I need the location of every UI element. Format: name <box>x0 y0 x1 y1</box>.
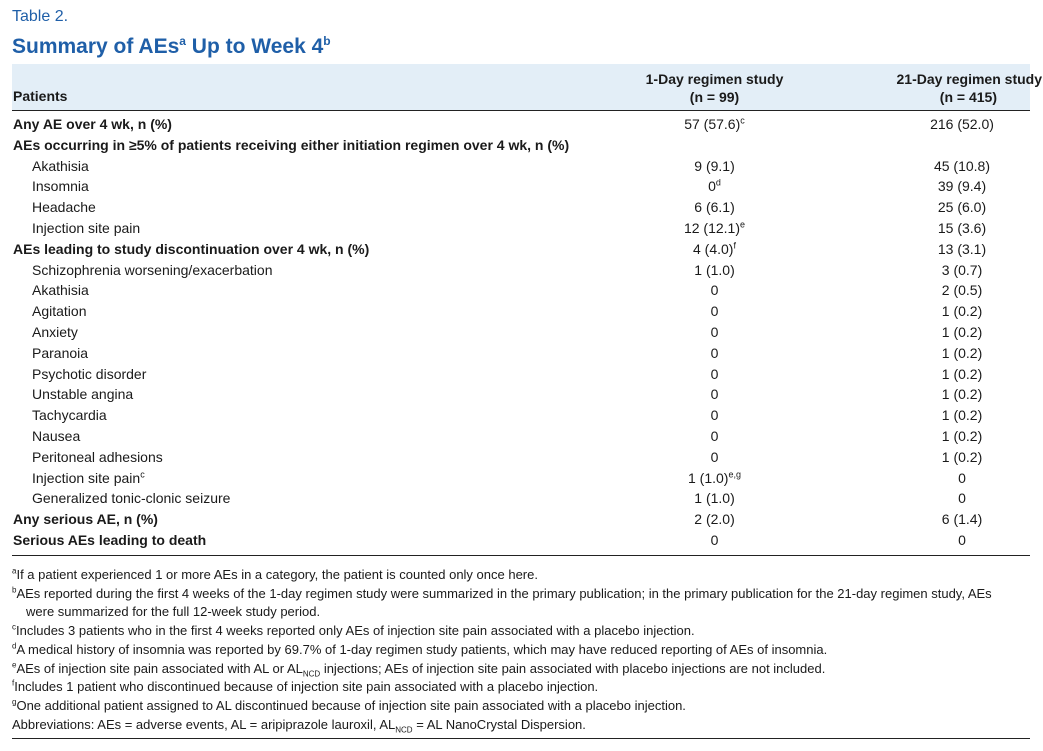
cell-21-day-regimen: 2 (0.5) <box>941 282 983 299</box>
cell-21-day-regimen: 45 (10.8) <box>933 157 991 174</box>
cell-21-day-regimen: 1 (0.2) <box>941 344 983 361</box>
row-label: Serious AEs leading to death <box>13 531 207 548</box>
cell-1-day-regimen: 0 <box>710 531 719 548</box>
footnote-b-continued: were summarized for the full 12-week study period. <box>26 604 321 620</box>
cell-1-day-regimen: 9 (9.1) <box>694 157 735 174</box>
table-row <box>12 426 1030 447</box>
cell-1-day-regimen: 1 (1.0) <box>694 261 735 278</box>
table-row <box>12 301 1030 322</box>
cell-1-day-regimen: 2 (2.0) <box>694 511 735 528</box>
row-label: AEs occurring in ≥5% of patients receiving either initiation regimen over 4 wk, n (%) <box>13 136 570 153</box>
table-row <box>12 280 1030 301</box>
header-1-day-regimen: 1-Day regimen study (n = 99) <box>645 71 784 105</box>
row-label: Injection site pain$^c$ <box>32 468 145 486</box>
cell-1-day-regimen: 4 $(4.0)^f$ <box>693 240 736 257</box>
cell-1-day-regimen: 0 <box>710 407 719 424</box>
row-label: Tachycardia <box>32 407 107 424</box>
table-row <box>12 135 1030 156</box>
footnote-a: $^a$If a patient experienced 1 or more AEs in a category, the patient is counted only once here. <box>12 566 538 582</box>
cell-21-day-regimen: 0 <box>958 531 966 548</box>
row-label: Unstable angina <box>32 386 134 403</box>
table-body <box>12 114 1030 551</box>
table-row <box>12 156 1030 177</box>
table-label: Table 2. <box>12 8 69 25</box>
row-label: Any serious AE, n (%) <box>13 511 158 528</box>
row-label: Anxiety <box>32 323 78 340</box>
cell-1-day-regimen: 1 $(1.0)^{e,g}$ <box>688 468 741 486</box>
cell-1-day-regimen: 0 <box>710 303 719 320</box>
row-label: Any AE over 4 wk, n (%) <box>13 116 172 132</box>
row-label: Peritoneal adhesions <box>32 448 163 465</box>
row-label: Generalized tonic-clonic seizure <box>32 490 231 507</box>
cell-21-day-regimen: 0 <box>958 469 966 486</box>
table-title: Summary of AEs$^a$ Up to Week 4$^b$ <box>12 34 331 58</box>
table-row <box>12 343 1030 364</box>
row-label: Insomnia <box>32 178 89 195</box>
row-label: Headache <box>32 199 96 216</box>
cell-21-day-regimen: 216 (52.0) <box>930 116 994 132</box>
header-21-day-regimen: 21-Day regimen study (n = 415) <box>896 71 1042 105</box>
cell-1-day-regimen: 0 <box>710 282 719 299</box>
cell-21-day-regimen: 1 (0.2) <box>941 303 983 320</box>
footnote-b: $^b$AEs reported during the first 4 weeks of the 1-day regimen study were summarized in the primary publication; in the primary publication for the 21-day regimen study, AEs <box>12 585 992 601</box>
table-row <box>12 114 1030 135</box>
cell-21-day-regimen: 1 (0.2) <box>941 365 983 382</box>
cell-1-day-regimen: 0$^d$ <box>708 177 721 195</box>
table-row <box>12 384 1030 405</box>
table-row <box>12 260 1030 281</box>
cell-21-day-regimen: 3 (0.7) <box>941 261 983 278</box>
row-label: Akathisia <box>32 157 89 174</box>
row-label: AEs leading to study discontinuation over 4 wk, n (%) <box>13 240 370 257</box>
table-row <box>12 176 1030 197</box>
footnote-f: $^f$Includes 1 patient who discontinued because of injection site pain associated with a placebo injection. <box>12 678 599 695</box>
table-row <box>12 509 1030 530</box>
cell-1-day-regimen: 6 (6.1) <box>694 199 735 216</box>
table-row <box>12 468 1030 489</box>
table-row <box>12 405 1030 426</box>
cell-1-day-regimen: 0 <box>710 448 719 465</box>
abbreviations: Abbreviations: AEs = adverse events, AL = aripiprazole lauroxil, $AL_{NCD}$ = AL NanoCrystal Dispersion. <box>12 716 586 735</box>
table-row <box>12 197 1030 218</box>
footnote-bottom-rule <box>12 738 1030 739</box>
footnote-g: $^g$One additional patient assigned to AL discontinued because of injection site pain associated with a placebo injection. <box>12 697 686 713</box>
cell-21-day-regimen: 1 (0.2) <box>941 323 983 340</box>
row-label: Paranoia <box>32 344 89 361</box>
cell-1-day-regimen: 0 <box>710 427 719 444</box>
table-row <box>12 322 1030 343</box>
cell-1-day-regimen: 0 <box>710 386 719 403</box>
cell-21-day-regimen: 0 <box>958 490 966 507</box>
header-patients: Patients <box>13 88 68 104</box>
cell-21-day-regimen: 1 (0.2) <box>941 448 983 465</box>
row-label: Injection site pain <box>32 219 141 236</box>
cell-1-day-regimen: 12 $(12.1)^e$ <box>683 219 746 236</box>
table-row <box>12 218 1030 239</box>
row-label: Akathisia <box>32 282 89 299</box>
table-row <box>12 364 1030 385</box>
cell-21-day-regimen: 39 (9.4) <box>937 178 987 195</box>
cell-21-day-regimen: 13 (3.1) <box>937 240 987 257</box>
footnotes <box>12 566 1032 734</box>
cell-1-day-regimen: 0 <box>710 323 719 340</box>
table-header <box>12 64 1042 111</box>
footnote-d: $^d$A medical history of insomnia was reported by 69.7% of 1-day regimen study patients, which may have reduced reporting of AEs of insomnia. <box>12 641 828 657</box>
cell-21-day-regimen: 6 (1.4) <box>941 511 983 528</box>
table-row <box>12 447 1030 468</box>
table-bottom-rule <box>12 555 1030 556</box>
footnote-e: $^e$AEs of injection site pain associated with AL or $AL_{NCD}$ injections; AEs of injection site pain associated with placebo injections are not included. <box>12 660 826 679</box>
row-label: Schizophrenia worsening/exacerbation <box>32 261 273 278</box>
table-row <box>12 239 1030 260</box>
cell-1-day-regimen: 57 $(57.6)^c$ <box>684 115 745 132</box>
cell-21-day-regimen: 15 (3.6) <box>937 219 987 236</box>
row-label: Nausea <box>32 427 81 444</box>
cell-21-day-regimen: 1 (0.2) <box>941 407 983 424</box>
cell-1-day-regimen: 0 <box>710 344 719 361</box>
cell-1-day-regimen: 0 <box>710 365 719 382</box>
cell-21-day-regimen: 25 (6.0) <box>937 199 987 216</box>
table-row <box>12 488 1030 509</box>
cell-1-day-regimen: 1 (1.0) <box>694 490 735 507</box>
row-label: Agitation <box>32 303 87 320</box>
row-label: Psychotic disorder <box>32 365 147 382</box>
footnote-c: $^c$Includes 3 patients who in the first 4 weeks reported only AEs of injection site pain associated with a placebo injection. <box>12 622 695 639</box>
table-row <box>12 530 1030 551</box>
cell-21-day-regimen: 1 (0.2) <box>941 386 983 403</box>
cell-21-day-regimen: 1 (0.2) <box>941 427 983 444</box>
